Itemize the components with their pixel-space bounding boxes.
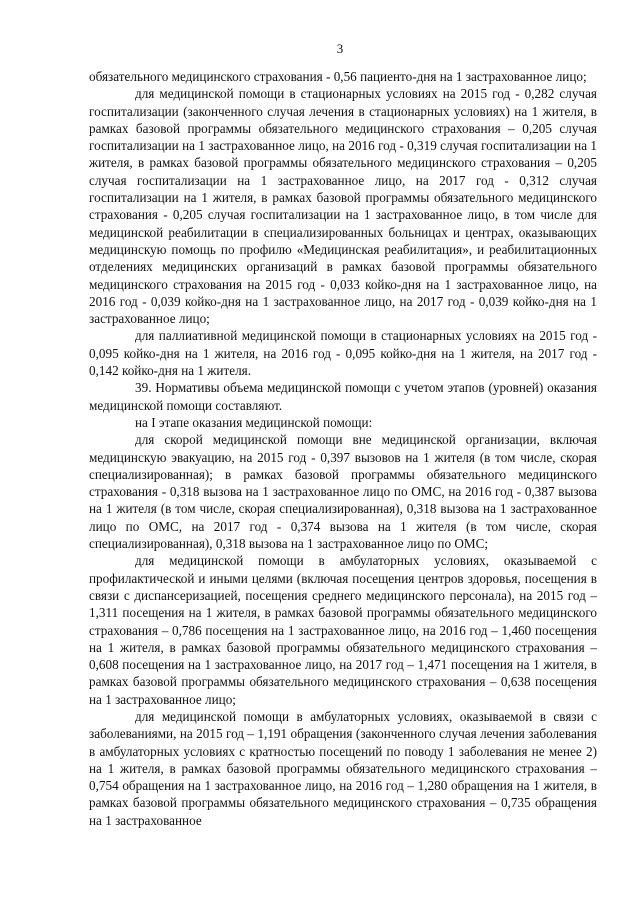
page-number: 3 <box>336 41 344 56</box>
paragraph-inpatient-care: для медицинской помощи в стационарных условиях на 2015 год - 0,282 случая госпитализации (законченного случая лечения в стационарных условиях) на 1 жителя, в рамках базовой программы обязательного медицинского страхования – 0,205 случая госпитализации на 1 застрахованное лицо, на 2016 год - 0,319 случая госпитализации на 1 жителя, в рамках базовой программы обязательного медицинского страхования – 0,205 случая госпитализации на 1 застрахованное лицо, на 2017 год - 0,312 случая госпитализации на 1 жителя, в рамках базовой программы обязательного медицинского страхования - 0,205 случая госпитализации на 1 застрахованное лицо, в том числе для медицинской реабилитации в специализированных больницах и центрах, оказывающих медицинскую помощь по профилю «Медицинская реабилитация», и реабилитационных отделениях медицинских организаций в рамках базовой программы обязательного медицинского страхования на 2015 год - 0,033 койко-дня на 1 застрахованное лицо, на 2016 год - 0,039 койко-дня на 1 застрахованное лицо, на 2017 год - 0,039 койко-дня на 1 застрахованное лицо; <box>89 86 597 327</box>
document-body <box>89 68 597 829</box>
paragraph-outpatient-preventive: для медицинской помощи в амбулаторных условиях, оказываемой с профилактической и иными целями (включая посещения центров здоровья, посещения в связи с диспансеризацией, посещения среднего медицинского персонала), на 2015 год – 1,311 посещения на 1 жителя, в рамках базовой программы обязательного медицинского страхования – 0,786 посещения на 1 застрахованное лицо, на 2016 год – 1,460 посещения на 1 жителя, в рамках базовой программы обязательного медицинского страхования – 0,608 посещения на 1 застрахованное лицо, на 2017 год – 1,471 посещения на 1 жителя, в рамках базовой программы обязательного медицинского страхования – 0,638 посещения на 1 застрахованное лицо; <box>89 553 597 707</box>
paragraph-palliative-care: для паллиативной медицинской помощи в стационарных условиях на 2015 год - 0,095 койко-дня на 1 жителя, на 2016 год - 0,095 койко-дня на 1 жителя, на 2017 год - 0,142 койко-дня на 1 жителя. <box>89 328 597 379</box>
paragraph-item-39: 39. Нормативы объема медицинской помощи с учетом этапов (уровней) оказания медицинской помощи составляют. <box>89 380 597 413</box>
paragraph-emergency-care: для скорой медицинской помощи вне медицинской организации, включая медицинскую эвакуацию, на 2015 год - 0,397 вызовов на 1 жителя (в том числе, скорая специализированная); в рамках базовой программы обязательного медицинского страхования - 0,318 вызова на 1 застрахованное лицо по ОМС, на 2016 год - 0,387 вызова на 1 жителя (в том числе, скорая специализированная), 0,318 вызова на 1 застрахованное лицо по ОМС, на 2017 год - 0,374 вызова на 1 жителя (в том числе, скорая специализированная), 0,318 вызова на 1 застрахованное лицо по ОМС; <box>89 432 597 552</box>
paragraph-omc-day-patient-continuation: обязательного медицинского страхования - 0,56 пациенто-дня на 1 застрахованное лицо; <box>89 69 587 84</box>
paragraph-outpatient-disease: для медицинской помощи в амбулаторных условиях, оказываемой в связи с заболеваниями, на 2015 год – 1,191 обращения (законченного случая лечения заболевания в амбулаторных условиях с кратностью посещений по поводу 1 заболевания не менее 2) на 1 жителя, в рамках базовой программы обязательного медицинского страхования – 0,754 обращения на 1 застрахованное лицо, на 2016 год – 1,280 обращения на 1 жителя, в рамках базовой программы обязательного медицинского страхования – 0,735 обращения на 1 застрахованное <box>89 708 597 828</box>
paragraph-stage-one-heading: на I этапе оказания медицинской помощи: <box>135 414 373 430</box>
